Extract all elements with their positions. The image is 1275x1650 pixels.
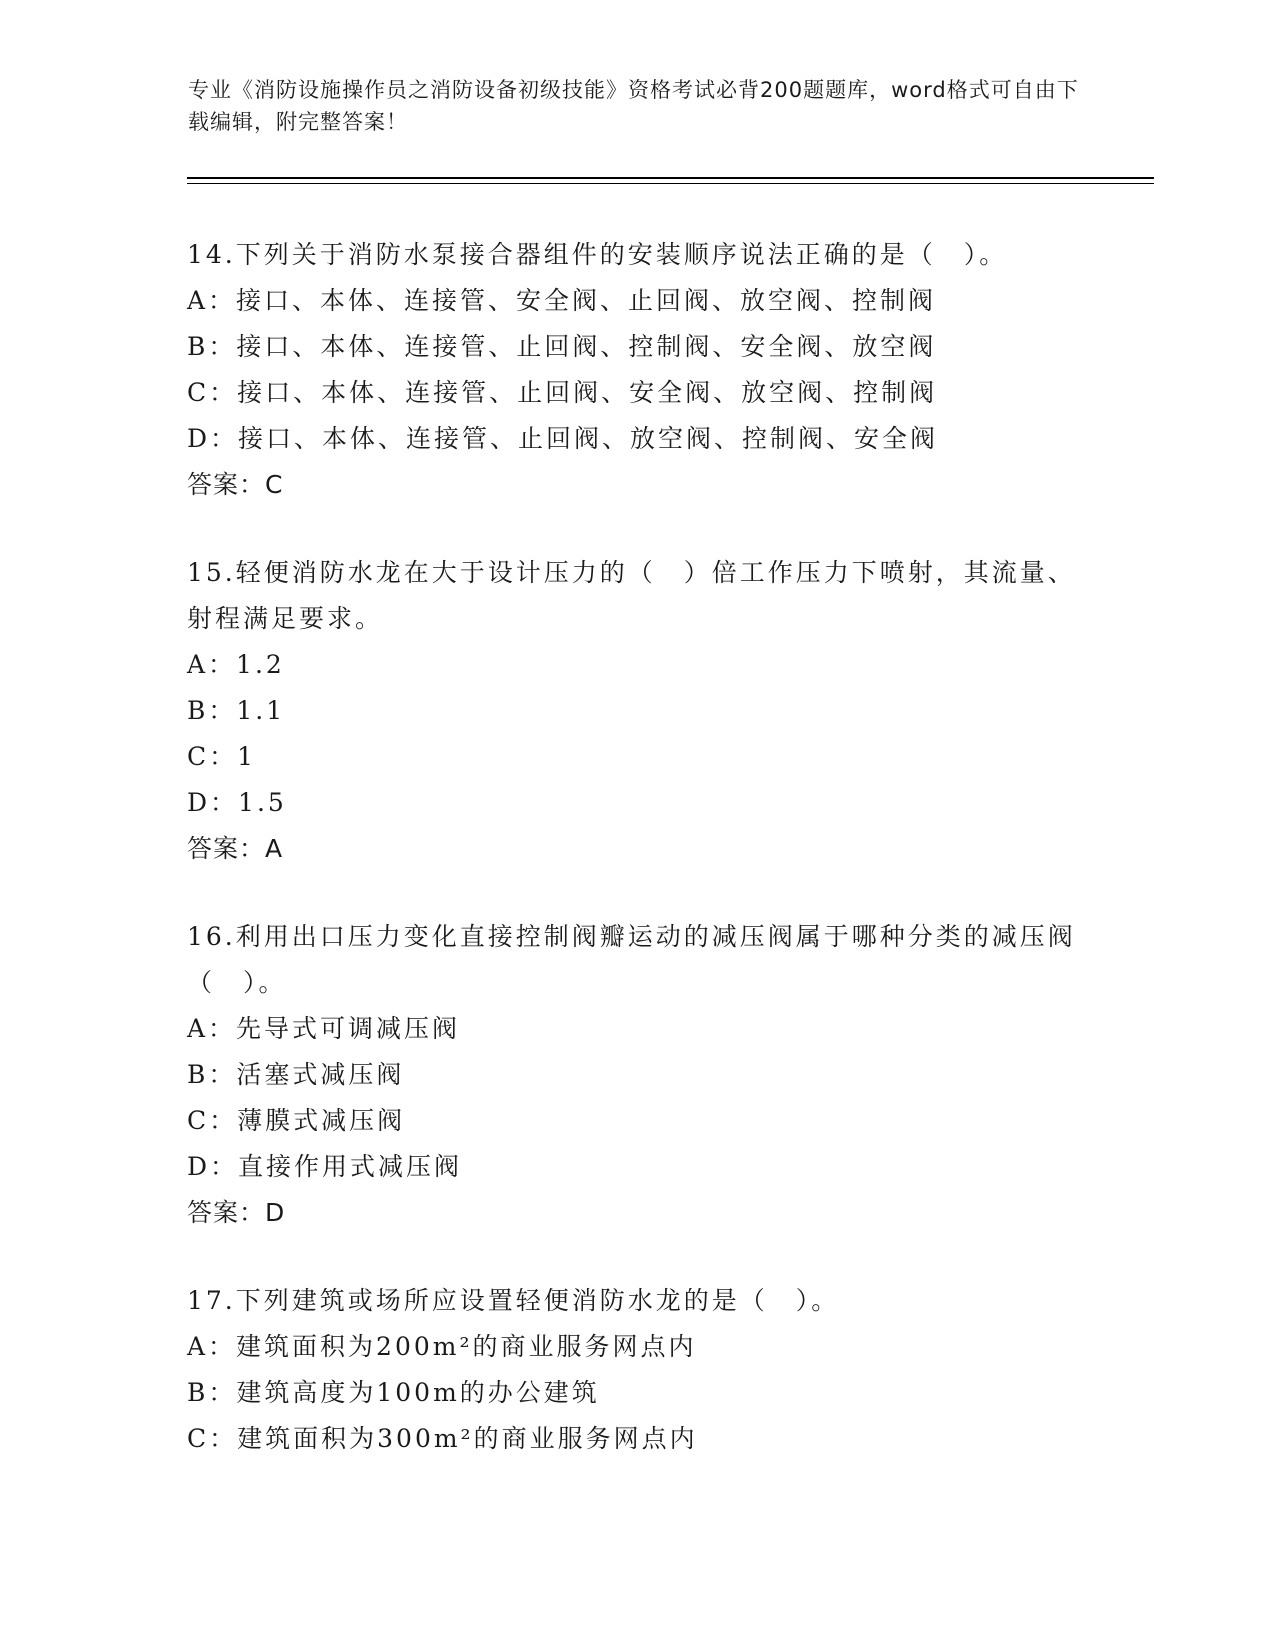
document-intro: 专业《消防设施操作员之消防设备初级技能》资格考试必背200题题库，word格式可自由下载编辑，附完整答案！ <box>188 78 1079 134</box>
option-c: C：接口、本体、连接管、止回阀、安全阀、放空阀、控制阀 <box>187 378 938 407</box>
question-stem: 14.下列关于消防水泵接合器组件的安装顺序说法正确的是（ ）。 <box>187 240 1008 269</box>
option-d: D：接口、本体、连接管、止回阀、放空阀、控制阀、安全阀 <box>187 424 939 453</box>
question-14 <box>187 232 1087 508</box>
question-stem: 15.轻便消防水龙在大于设计压力的（ ）倍工作压力下喷射，其流量、射程满足要求。 <box>187 558 1076 633</box>
answer-line: 答案：D <box>187 1198 286 1227</box>
option-c: C：建筑面积为300m²的商业服务网点内 <box>187 1424 698 1453</box>
header-divider-thin <box>187 183 1154 184</box>
option-b: B：活塞式减压阀 <box>187 1060 405 1089</box>
option-a: A：接口、本体、连接管、安全阀、止回阀、放空阀、控制阀 <box>187 286 937 315</box>
option-d: D：直接作用式减压阀 <box>187 1152 463 1181</box>
option-a: A：先导式可调减压阀 <box>187 1014 461 1043</box>
answer-line: 答案：C <box>187 470 284 499</box>
option-a: A：建筑面积为200m²的商业服务网点内 <box>187 1332 697 1361</box>
question-stem: 16.利用出口压力变化直接控制阀瓣运动的减压阀属于哪种分类的减压阀（ ）。 <box>187 922 1076 997</box>
option-a: A：1.2 <box>187 650 285 679</box>
question-16 <box>187 914 1087 1236</box>
question-stem: 17.下列建筑或场所应设置轻便消防水龙的是（ ）。 <box>187 1286 840 1315</box>
option-b: B：接口、本体、连接管、止回阀、控制阀、安全阀、放空阀 <box>187 332 937 361</box>
question-list <box>187 232 1087 1504</box>
question-15 <box>187 550 1087 872</box>
option-b: B：建筑高度为100m的办公建筑 <box>187 1378 600 1407</box>
answer-line: 答案：A <box>187 834 284 863</box>
header-divider-thick <box>187 177 1154 179</box>
question-17 <box>187 1278 1087 1462</box>
option-c: C：薄膜式减压阀 <box>187 1106 406 1135</box>
option-c: C：1 <box>187 742 257 771</box>
option-d: D：1.5 <box>187 788 287 817</box>
option-b: B：1.1 <box>187 696 286 725</box>
